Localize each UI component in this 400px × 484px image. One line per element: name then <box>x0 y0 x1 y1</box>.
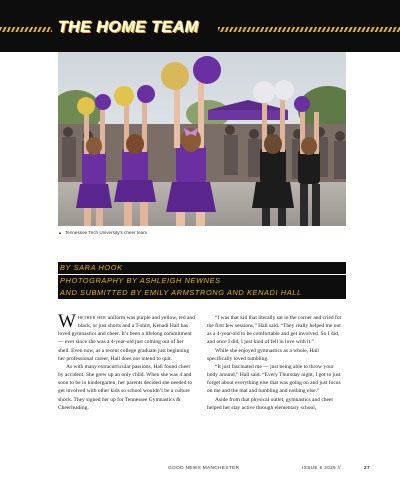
footer-separator: // <box>337 466 341 471</box>
article-paragraph: As with many extracurricular passions, Hall found cheer by accident. She grew up an only child. When she was 4 and soon to be in kindergarten, her parents decided she needed to get involved with other kids so school wouldn’t be a culture shock. They signed her up for Tennessee Gymnastics & Cheerleading. <box>58 363 193 411</box>
cheer-team-photo <box>58 52 346 226</box>
byline-submitted: AND SUBMITTED BY EMILY ARMSTRONG AND KENADI HALL <box>58 287 346 299</box>
article-paragraph: “I was that kid that literally sat in the corner and cried for the first few sessions,” Hall said. “They really helped me out as a 4-year-old to be comfortable and get involved. So I did, and once I did, I just kind of fell in love with it.” <box>207 315 342 346</box>
footer-issue <box>302 466 341 471</box>
article-paragraph <box>58 311 196 363</box>
footer-publication: GOOD NEWS MANCHESTER <box>168 466 240 471</box>
article-paragraph: Aside from that physical outlet, gymnastics and cheer helped her stay active through elementary school, <box>207 396 334 411</box>
page-number: 27 <box>364 466 370 471</box>
section-title: THE HOME TEAM <box>58 19 199 36</box>
header-hatch-right <box>218 27 400 32</box>
photo-caption <box>58 230 346 235</box>
byline-author: BY SARA HOOK <box>58 262 346 274</box>
page-header <box>0 0 400 52</box>
article-paragraph: While she enjoyed gymnastics as a whole, Hall specifically loved tumbling. <box>207 347 319 362</box>
article-column-right <box>207 314 345 412</box>
lead-in: hether her <box>77 315 107 321</box>
drop-cap: W <box>58 311 76 332</box>
footer-issue-label: ISSUE 8 2025 <box>302 466 336 471</box>
paragraph-text: uniform was purple and yellow, red and black, or just shorts and a T-shirt, Kenadi Hall has loved gymnastics and cheer. It’s been a lifelong commitment — ever since she was a 4-year-old just coming out of her shell. Even now, as a recent college graduate just beginning her professional career, Hall does not intend to quit. <box>58 315 195 362</box>
triangle-up-icon: ▲ <box>58 230 62 235</box>
header-hatch-left <box>0 27 52 32</box>
article-paragraph: “It just fascinated me — just being able to throw your body around,” Hall said. “Every Thursday night, I got to just forget about everything else that was going on and just focus on me and the mat and tumbling and nothing else.” <box>207 363 341 395</box>
article-column-left <box>58 311 196 412</box>
photo-caption-text: Tennessee Tech University’s cheer team <box>64 230 148 235</box>
byline-credits <box>58 262 346 300</box>
byline-photography: PHOTOGRAPHY BY ASHLEIGH NEWNES <box>58 275 346 287</box>
